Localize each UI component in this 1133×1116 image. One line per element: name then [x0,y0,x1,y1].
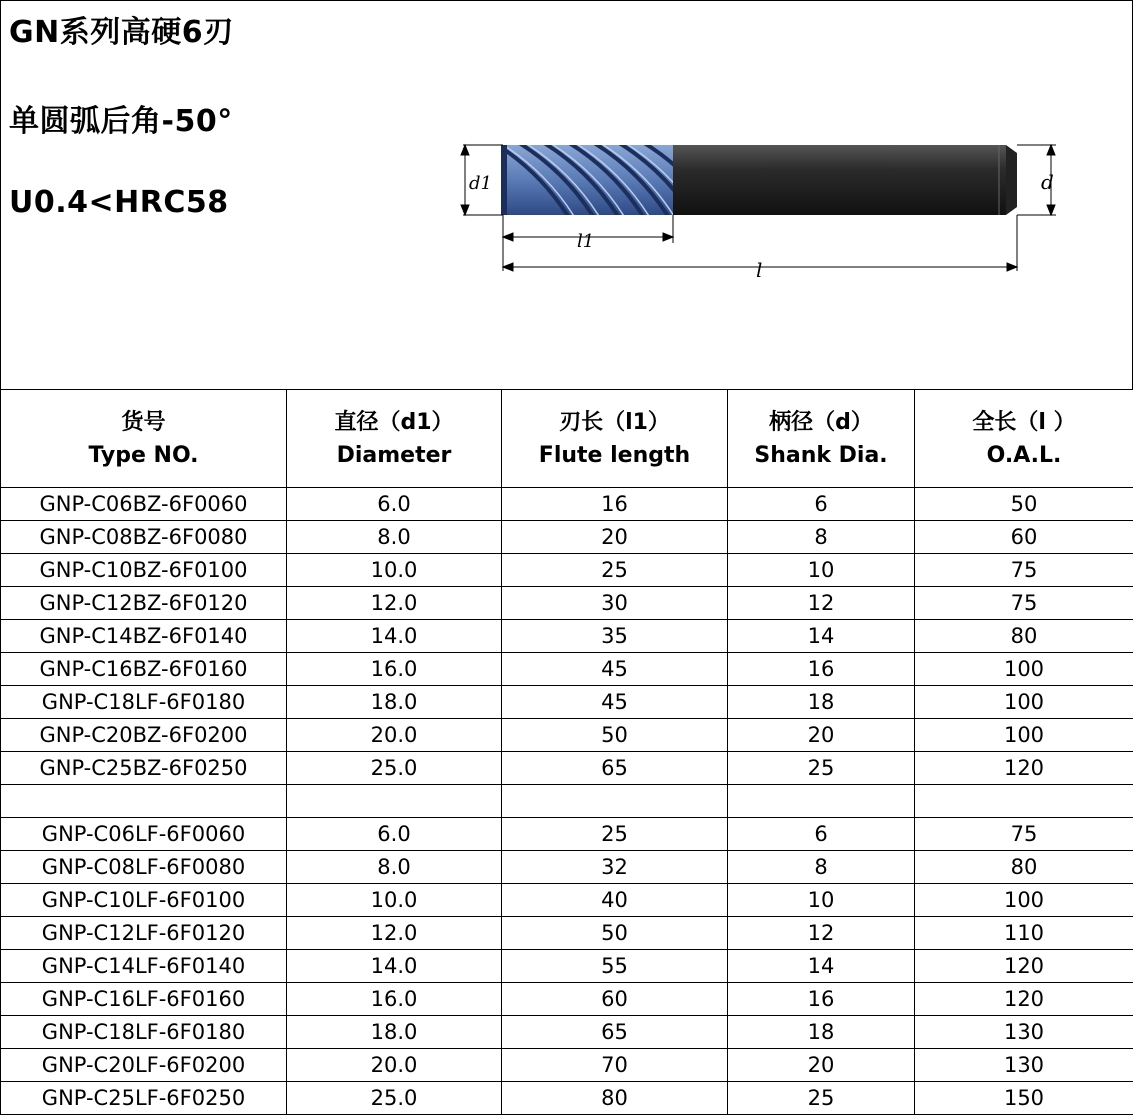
cell-oal: 120 [915,752,1133,785]
cell-type-no: GNP-C06LF-6F0060 [1,818,287,851]
cell-flute-length: 30 [502,587,728,620]
table-body [1,488,1133,1115]
header-diameter-en: Diameter [336,442,452,468]
cell-shank-dia: 18 [728,1016,915,1049]
table-row [1,785,1133,818]
table-row [1,653,1133,686]
cell-oal: 80 [915,851,1133,884]
cell-diameter [287,785,502,818]
spec-table [0,389,1133,1115]
cell-diameter: 20.0 [287,1049,502,1082]
cell-type-no: GNP-C06BZ-6F0060 [1,488,287,521]
table-header-row [1,390,1133,488]
cell-shank-dia: 16 [728,653,915,686]
cell-flute-length: 65 [502,1016,728,1049]
header-type-no-cn: 货号 [121,409,166,435]
cell-diameter: 6.0 [287,488,502,521]
cell-flute-length: 25 [502,554,728,587]
cell-shank-dia: 25 [728,752,915,785]
header-diameter-cn: 直径（d1） [334,409,454,435]
cell-type-no: GNP-C20BZ-6F0200 [1,719,287,752]
table-row [1,686,1133,719]
table-row [1,554,1133,587]
cell-shank-dia: 12 [728,587,915,620]
cell-type-no: GNP-C08BZ-6F0080 [1,521,287,554]
cell-shank-dia: 14 [728,950,915,983]
cell-diameter: 8.0 [287,521,502,554]
cell-shank-dia: 20 [728,719,915,752]
header-type-no [1,390,287,488]
cell-type-no: GNP-C10BZ-6F0100 [1,554,287,587]
cell-shank-dia: 18 [728,686,915,719]
header-oal-cn: 全长（l ） [972,409,1076,435]
cell-flute-length: 50 [502,719,728,752]
l1-label: l1 [577,231,595,252]
table-row [1,521,1133,554]
header-oal-en: O.A.L. [986,442,1062,468]
header-diameter [287,390,502,488]
cell-diameter: 16.0 [287,983,502,1016]
cell-diameter: 18.0 [287,686,502,719]
table-row [1,719,1133,752]
cell-shank-dia: 6 [728,818,915,851]
cell-flute-length: 16 [502,488,728,521]
cell-type-no: GNP-C12BZ-6F0120 [1,587,287,620]
cell-flute-length: 50 [502,917,728,950]
header-shank-dia-cn: 柄径（d） [769,409,873,435]
cell-oal: 120 [915,950,1133,983]
cell-diameter: 25.0 [287,1082,502,1115]
header-oal [915,390,1133,488]
cell-shank-dia: 8 [728,521,915,554]
shank-body [666,145,1006,215]
table-row [1,884,1133,917]
header-shank-dia [728,390,915,488]
cell-type-no: GNP-C14LF-6F0140 [1,950,287,983]
cell-flute-length: 35 [502,620,728,653]
cell-flute-length: 32 [502,851,728,884]
end-mill-drawing [451,131,1071,291]
cell-shank-dia: 12 [728,917,915,950]
table-row [1,818,1133,851]
cell-diameter: 14.0 [287,950,502,983]
series-title: GN系列高硬6刃 [9,15,234,50]
cell-diameter: 10.0 [287,884,502,917]
cell-type-no: GNP-C16LF-6F0160 [1,983,287,1016]
cell-type-no: GNP-C25BZ-6F0250 [1,752,287,785]
cell-oal: 75 [915,818,1133,851]
cell-oal: 110 [915,917,1133,950]
cell-shank-dia: 10 [728,554,915,587]
cell-diameter: 25.0 [287,752,502,785]
table-row [1,587,1133,620]
shank-chamfer [1006,145,1017,215]
cell-flute-length: 80 [502,1082,728,1115]
cell-oal: 130 [915,1049,1133,1082]
cell-type-no: GNP-C18LF-6F0180 [1,1016,287,1049]
cell-flute-length [502,785,728,818]
geometry-subtitle: 单圆弧后角-50° [9,104,233,139]
cell-diameter: 12.0 [287,587,502,620]
header-flute-length-cn: 刃长（l1） [559,409,670,435]
cell-shank-dia [728,785,915,818]
cell-diameter: 14.0 [287,620,502,653]
cell-flute-length: 20 [502,521,728,554]
cell-flute-length: 45 [502,653,728,686]
cell-flute-length: 45 [502,686,728,719]
cell-type-no: GNP-C10LF-6F0100 [1,884,287,917]
cell-shank-dia: 6 [728,488,915,521]
header-shank-dia-en: Shank Dia. [754,442,888,468]
cell-diameter: 20.0 [287,719,502,752]
cell-flute-length: 60 [502,983,728,1016]
cell-oal: 80 [915,620,1133,653]
cell-type-no: GNP-C18LF-6F0180 [1,686,287,719]
table-row [1,620,1133,653]
cell-type-no: GNP-C20LF-6F0200 [1,1049,287,1082]
cell-flute-length: 25 [502,818,728,851]
cell-type-no: GNP-C12LF-6F0120 [1,917,287,950]
cell-oal: 75 [915,587,1133,620]
l-label: l [756,258,763,282]
table-row [1,950,1133,983]
header-flute-length-en: Flute length [538,442,691,468]
hardness-subtitle: U0.4<HRC58 [9,185,229,220]
cell-type-no [1,785,287,818]
header-type-no-en: Type NO. [88,442,199,468]
cell-shank-dia: 10 [728,884,915,917]
header-flute-length [502,390,728,488]
cell-oal: 150 [915,1082,1133,1115]
cell-diameter: 8.0 [287,851,502,884]
cell-diameter: 6.0 [287,818,502,851]
d1-label: d1 [469,173,492,194]
cell-diameter: 10.0 [287,554,502,587]
cell-shank-dia: 16 [728,983,915,1016]
cell-diameter: 18.0 [287,1016,502,1049]
cell-type-no: GNP-C16BZ-6F0160 [1,653,287,686]
table-row [1,983,1133,1016]
table-row [1,851,1133,884]
cell-shank-dia: 20 [728,1049,915,1082]
table-row [1,488,1133,521]
cell-oal: 75 [915,554,1133,587]
cell-oal: 130 [915,1016,1133,1049]
cell-oal: 50 [915,488,1133,521]
cell-flute-length: 55 [502,950,728,983]
cell-oal: 60 [915,521,1133,554]
cell-oal: 100 [915,884,1133,917]
cell-diameter: 12.0 [287,917,502,950]
cell-flute-length: 40 [502,884,728,917]
cell-oal: 100 [915,719,1133,752]
cell-type-no: GNP-C08LF-6F0080 [1,851,287,884]
cell-flute-length: 70 [502,1049,728,1082]
cell-shank-dia: 8 [728,851,915,884]
cell-shank-dia: 14 [728,620,915,653]
cell-diameter: 16.0 [287,653,502,686]
cell-type-no: GNP-C25LF-6F0250 [1,1082,287,1115]
table-row [1,917,1133,950]
table-row [1,1016,1133,1049]
cell-oal: 100 [915,686,1133,719]
cell-shank-dia: 25 [728,1082,915,1115]
cell-flute-length: 65 [502,752,728,785]
table-row [1,752,1133,785]
cell-type-no: GNP-C14BZ-6F0140 [1,620,287,653]
cell-oal: 120 [915,983,1133,1016]
table-row [1,1049,1133,1082]
cell-oal: 100 [915,653,1133,686]
d-label: d [1041,170,1054,194]
header-panel [0,0,1133,389]
table-row [1,1082,1133,1115]
cell-oal [915,785,1133,818]
